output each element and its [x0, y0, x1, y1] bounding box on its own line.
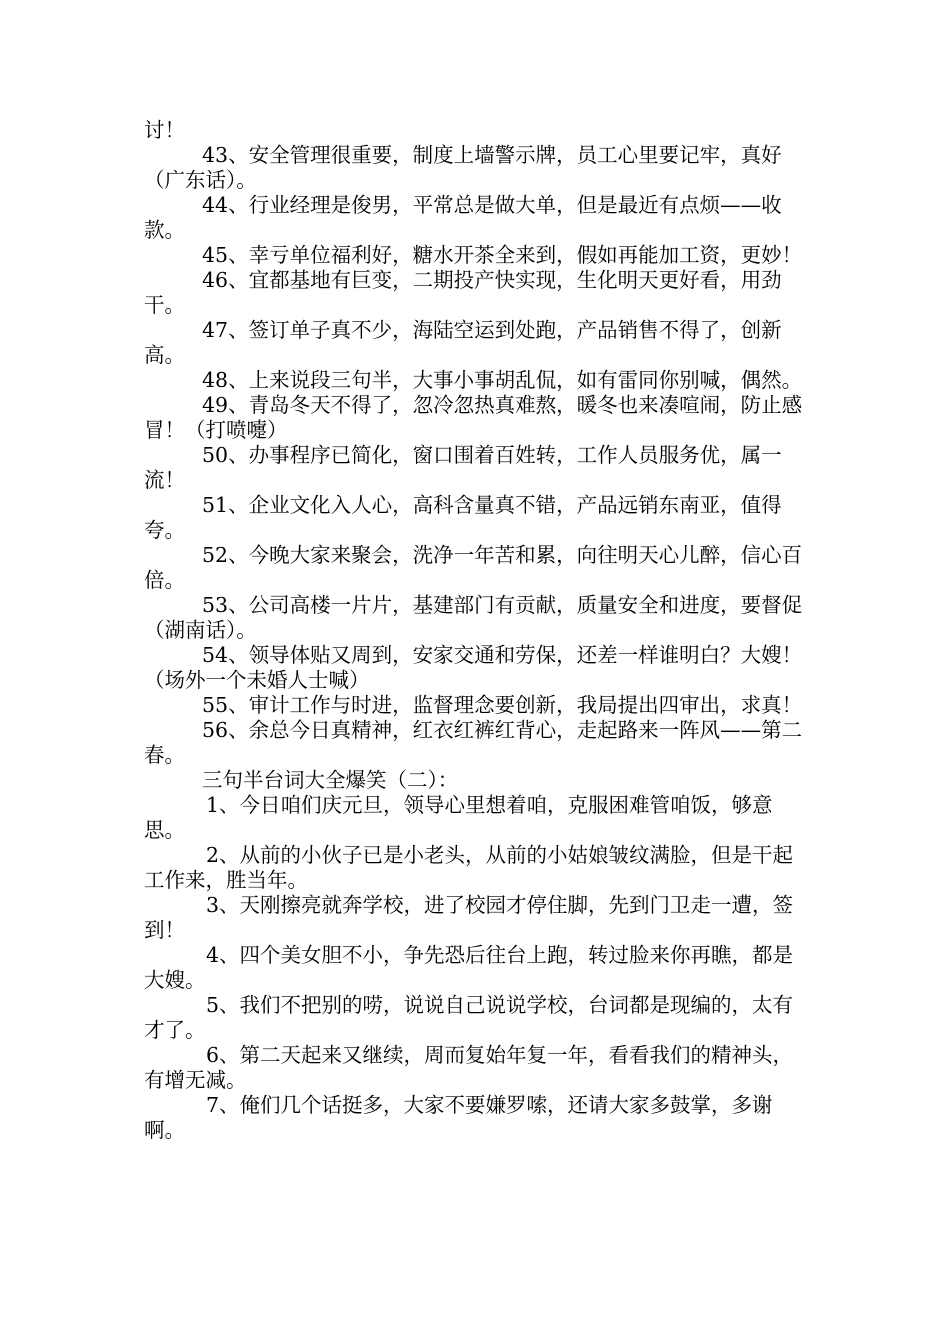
paragraph-item-46: 46、宜都基地有巨变，二期投产快实现，生化明天更好看，用劲干。 — [144, 268, 782, 317]
paragraph-item-4: 4、四个美女胆不小，争先恐后往台上跑，转过脸来你再瞧，都是大嫂。 — [144, 943, 794, 992]
paragraph-item-47: 47、签订单子真不少，海陆空运到处跑，产品销售不得了，创新高。 — [144, 318, 782, 367]
section-heading: 三句半台词大全爆笑（二）： — [202, 768, 459, 792]
paragraph-item-44: 44、行业经理是俊男，平常总是做大单，但是最近有点烦——收款。 — [144, 193, 782, 242]
paragraph-continuation: 讨！ — [144, 118, 185, 142]
paragraph-item-43: 43、安全管理很重要，制度上墙警示牌，员工心里要记牢，真好（广东话）。 — [144, 143, 782, 192]
paragraph-item-7: 7、俺们几个话挺多，大家不要嫌罗嗦，还请大家多鼓掌，多谢啊。 — [144, 1093, 773, 1142]
paragraph-item-6: 6、第二天起来又继续，周而复始年复一年，看看我们的精神头，有增无减。 — [144, 1043, 794, 1092]
paragraph-item-1: 1、今日咱们庆元旦，领导心里想着咱，克服困难管咱饭，够意思。 — [144, 793, 773, 842]
paragraph-item-52: 52、今晚大家来聚会，洗净一年苦和累，向往明天心儿醉，信心百倍。 — [144, 543, 803, 592]
paragraph-item-51: 51、企业文化入人心，高科含量真不错，产品远销东南亚，值得夸。 — [144, 493, 782, 542]
paragraph-item-54: 54、领导体贴又周到，安家交通和劳保，还差一样谁明白？大嫂！（场外一个未婚人士喊） — [144, 643, 803, 692]
paragraph-item-3: 3、天刚擦亮就奔学校，进了校园才停住脚，先到门卫走一遭，签到！ — [144, 893, 794, 942]
document-body — [144, 118, 810, 1143]
paragraph-item-48: 48、上来说段三句半，大事小事胡乱侃，如有雷同你别喊，偶然。 — [202, 368, 803, 392]
paragraph-item-53: 53、公司高楼一片片，基建部门有贡献，质量安全和进度，要督促（湖南话）。 — [144, 593, 803, 642]
paragraph-item-49: 49、青岛冬天不得了，忽冷忽热真难熬，暖冬也来凑喧闹，防止感冒！（打喷嚏） — [144, 393, 803, 442]
paragraph-item-2: 2、从前的小伙子已是小老头，从前的小姑娘皱纹满脸，但是干起工作来，胜当年。 — [144, 843, 794, 892]
paragraph-item-55: 55、审计工作与时进，监督理念要创新，我局提出四审出，求真！ — [202, 693, 803, 717]
paragraph-item-50: 50、办事程序已简化，窗口围着百姓转，工作人员服务优，属一流！ — [144, 443, 782, 492]
paragraph-item-56: 56、余总今日真精神，红衣红裤红背心，走起路来一阵风——第二春。 — [144, 718, 803, 767]
paragraph-item-5: 5、我们不把别的唠，说说自己说说学校，台词都是现编的，太有才了。 — [144, 993, 794, 1042]
paragraph-item-45: 45、幸亏单位福利好，糖水开茶全来到，假如再能加工资，更妙！ — [202, 243, 803, 267]
